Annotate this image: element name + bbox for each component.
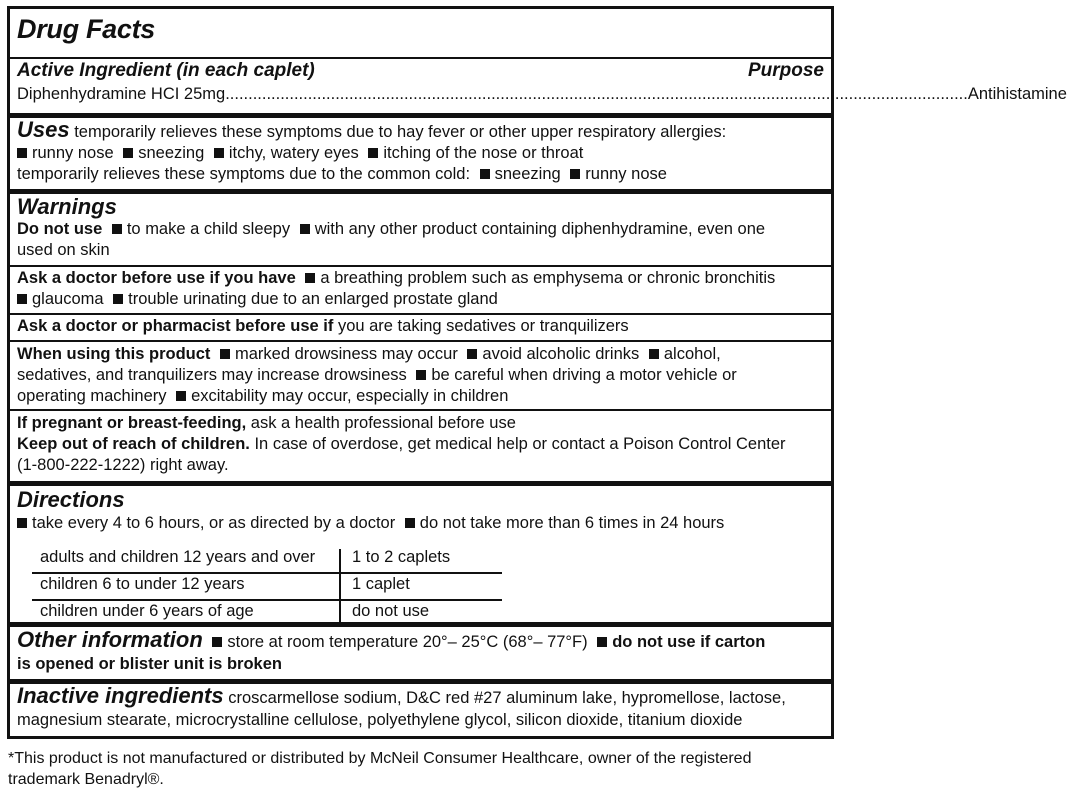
directions-section	[10, 487, 831, 534]
divider	[10, 340, 831, 342]
warning-text: a breathing problem such as emphysema or chronic bronchitis	[320, 269, 776, 287]
warning-text: used on skin	[17, 241, 110, 259]
inactive-heading: Inactive ingredients	[17, 683, 224, 708]
bullet-icon	[467, 349, 477, 359]
directions-text: take every 4 to 6 hours, or as directed by a doctor	[32, 514, 396, 532]
warning-text: trouble urinating due to an enlarged prostate gland	[128, 290, 498, 308]
pregnant-label: If pregnant or breast-feeding,	[17, 414, 247, 432]
warnings-section	[10, 195, 831, 261]
warning-text: alcohol,	[663, 345, 721, 363]
other-info-section	[10, 628, 831, 675]
active-ingredient-name: Diphenhydramine HCI 25mg	[17, 85, 226, 103]
table-row	[32, 545, 502, 572]
divider	[10, 481, 831, 486]
bullet-icon	[17, 294, 27, 304]
ask-pharmacist-label: Ask a doctor or pharmacist before use if	[17, 317, 334, 335]
ask-doctor-label: Ask a doctor before use if you have	[17, 269, 296, 287]
warning-text: excitability may occur, especially in children	[191, 387, 509, 405]
divider	[10, 409, 831, 411]
table-cell-dose: 1 to 2 caplets	[352, 548, 451, 566]
footnote-line: *This product is not manufactured or distributed by McNeil Consumer Healthcare, owner of the registered	[8, 750, 752, 767]
drug-facts-panel	[7, 6, 1067, 739]
inactive-text: croscarmellose sodium, D&C red #27 aluminum lake, hypromellose, lactose,	[228, 689, 786, 707]
bullet-icon	[570, 169, 580, 179]
table-cell-age: children under 6 years of age	[40, 602, 254, 620]
uses-item: runny nose	[32, 144, 114, 162]
bullet-icon	[214, 148, 224, 158]
bullet-icon	[176, 391, 186, 401]
bullet-icon	[123, 148, 133, 158]
table-row	[32, 572, 502, 599]
bullet-icon	[649, 349, 659, 359]
warning-text: glaucoma	[32, 290, 104, 308]
uses-item: itchy, watery eyes	[228, 144, 359, 162]
warning-text: operating machinery	[17, 387, 167, 405]
other-info-heading: Other information	[17, 627, 203, 652]
warning-text: In case of overdose, get medical help or contact a Poison Control Center	[254, 435, 786, 453]
dosage-table	[32, 545, 502, 626]
drug-facts-title-section	[10, 14, 831, 45]
bullet-icon	[212, 637, 222, 647]
bullet-icon	[305, 273, 315, 283]
active-ingredient-section	[10, 60, 1067, 105]
bullet-icon	[368, 148, 378, 158]
bullet-icon	[17, 148, 27, 158]
bullet-icon	[597, 637, 607, 647]
warning-text: avoid alcoholic drinks	[482, 345, 640, 363]
uses-intro: temporarily relieves these symptoms due to hay fever or other upper respiratory allergies:	[74, 123, 727, 141]
divider	[10, 113, 831, 118]
do-not-use-label: Do not use	[17, 220, 103, 238]
table-cell-dose: 1 caplet	[352, 575, 410, 593]
ask-doctor-section	[10, 268, 831, 310]
other-info-text: store at room temperature 20°– 25°C (68°– 77°F)	[227, 633, 588, 651]
uses-cold-item: sneezing	[494, 165, 561, 183]
footnote	[8, 748, 838, 790]
page-title: Drug Facts	[17, 14, 156, 44]
bullet-icon	[405, 518, 415, 528]
bullet-icon	[17, 518, 27, 528]
warning-text: to make a child sleepy	[126, 220, 291, 238]
table-cell-age: adults and children 12 years and over	[40, 548, 316, 566]
other-info-text: do not use if carton	[612, 633, 766, 651]
bullet-icon	[300, 224, 310, 234]
ask-pharmacist-section	[10, 316, 831, 337]
uses-cold-item: runny nose	[585, 165, 667, 183]
uses-heading: Uses	[17, 117, 70, 142]
warning-text: with any other product containing diphenhydramine, even one	[314, 220, 766, 238]
bullet-icon	[220, 349, 230, 359]
warning-text: marked drowsiness may occur	[235, 345, 458, 363]
table-cell-age: children 6 to under 12 years	[40, 575, 245, 593]
bullet-icon	[480, 169, 490, 179]
divider	[10, 189, 831, 194]
directions-heading: Directions	[17, 487, 125, 512]
when-using-label: When using this product	[17, 345, 211, 363]
bullet-icon	[112, 224, 122, 234]
purpose-heading: Purpose	[747, 60, 824, 81]
table-cell-dose: do not use	[352, 602, 430, 620]
divider	[10, 265, 831, 267]
when-using-section	[10, 344, 831, 407]
keep-out-label: Keep out of reach of children.	[17, 435, 250, 453]
inactive-ingredients-section	[10, 684, 831, 731]
other-info-text: is opened or blister unit is broken	[17, 655, 282, 673]
inactive-text: magnesium stearate, microcrystalline cellulose, polyethylene glycol, silicon dioxide, titanium dioxide	[17, 711, 743, 729]
uses-section	[10, 119, 831, 185]
uses-item: itching of the nose or throat	[383, 144, 584, 162]
divider	[10, 57, 831, 59]
warning-text: ask a health professional before use	[250, 414, 516, 432]
leader-dots: ..................................................................................................................................................................	[225, 85, 968, 103]
bullet-icon	[416, 370, 426, 380]
warning-text: be careful when driving a motor vehicle or	[431, 366, 737, 384]
warning-text: sedatives, and tranquilizers may increase drowsiness	[17, 366, 407, 384]
active-ingredient-purpose: Antihistamine	[967, 85, 1067, 103]
warning-text: (1-800-222-1222) right away.	[17, 456, 229, 474]
footnote-line: trademark Benadryl®.	[8, 771, 164, 788]
directions-text: do not take more than 6 times in 24 hours	[419, 514, 725, 532]
uses-item: sneezing	[138, 144, 205, 162]
warnings-heading: Warnings	[17, 194, 117, 219]
divider	[10, 313, 831, 315]
warning-text: you are taking sedatives or tranquilizers	[337, 317, 629, 335]
pregnancy-section	[10, 413, 831, 476]
uses-cold-intro: temporarily relieves these symptoms due to the common cold:	[17, 165, 471, 183]
active-ingredient-heading: Active Ingredient (in each caplet)	[17, 60, 315, 81]
bullet-icon	[113, 294, 123, 304]
